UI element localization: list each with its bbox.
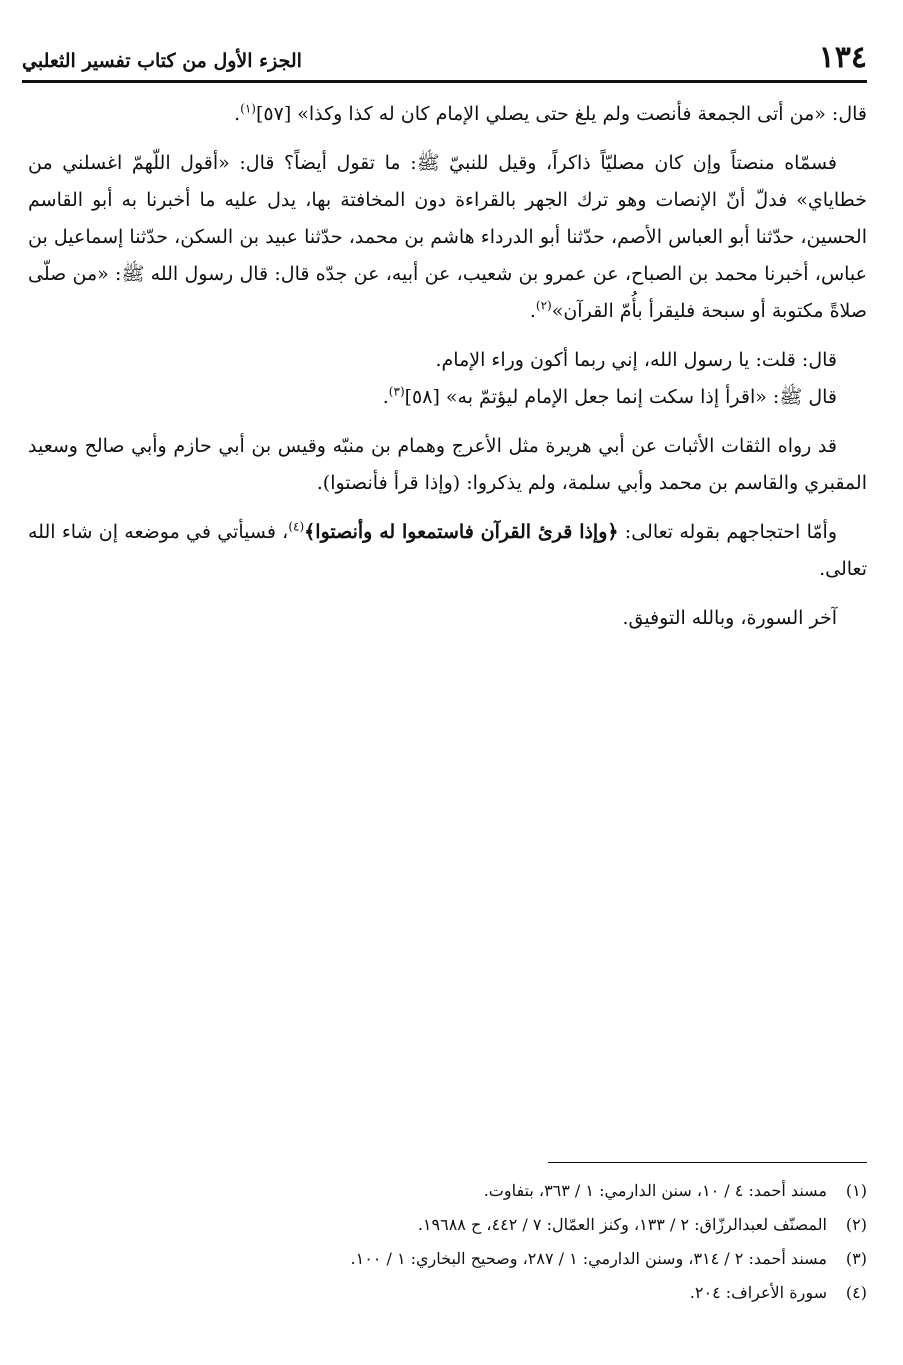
page-header [22,36,867,78]
footnote-ref-2: (٢) [535,298,552,313]
footnote-number: (١) [845,1181,867,1200]
quran-verse: ﴿وإذا قرئ القرآن فاستمعوا له وأنصتوا﴾ [304,521,619,543]
footnote-3 [40,1242,867,1276]
paragraph-4: قال ﷺ: «اقرأ إذا سكت إنما جعل الإمام ليؤتمّ به» [٥٨]$^{(٣)}$. [382,384,837,408]
paragraph-7: آخر السورة، وبالله التوفيق. [622,607,837,629]
footnote-1 [40,1174,867,1208]
paragraph-6: وأمّا احتجاجهم بقوله تعالى: ﴿وإذا قرئ القرآن فاستمعوا له وأنصتوا﴾$^{(٤)}$، فسيأتي في موضعه إن شاء الله تعالى. [28,519,867,580]
paragraph-1: قال: «من أتى الجمعة فأنصت ولم يلغ حتى يصلي الإمام كان له كذا وكذا» [٥٧]$^{(١)}$. [234,101,867,125]
paragraph-3: قال: قلت: يا رسول الله، إني ربما أكون وراء الإمام. [435,349,837,371]
footnotes [40,1174,867,1310]
running-title: الجزء الأول من كتاب تفسير الثعلبي [22,50,302,72]
footnote-number: (٤) [845,1283,867,1302]
footnote-ref-3: (٣) [388,384,405,399]
footnote-text: مسند أحمد: ٤ / ١٠، سنن الدارمي: ١ / ٣٦٣، بتفاوت. [483,1181,827,1200]
footnote-text: مسند أحمد: ٢ / ٣١٤، وسنن الدارمي: ١ / ٢٨٧، وصحيح البخاري: ١ / ١٠٠. [350,1249,827,1268]
footnote-ref-1: (١) [240,101,256,116]
footnote-rule [548,1162,867,1163]
page-number: ١٣٤ [818,40,867,75]
footnote-number: (٢) [845,1215,867,1234]
footnote-text: سورة الأعراف: ٢٠٤. [689,1283,827,1302]
footnote-number: (٣) [845,1249,867,1268]
footnote-2 [40,1208,867,1242]
footnote-ref-4: (٤) [288,519,305,534]
footnote-4 [40,1276,867,1310]
paragraph-2: فسمّاه منصتاً وإن كان مصليّاً ذاكراً، وقيل للنبيّ ﷺ: ما تقول أيضاً؟ قال: «أقول اللّهمّ اغسلني من خطاياي» فدلّ أنّ الإنصات وهو ترك الجهر بالقراءة دون المخافتة بها، يدل عليه ما أخبرنا به أبو القاسم الحسين، حدّثنا أبو العباس الأصم، حدّثنا أبو الدرداء هاشم بن محمد، حدّثنا عبيد بن السكن، حدّثنا إسماعيل بن عباس، أخبرنا محمد بن الصباح، عن عمرو بن شعيب، عن أبيه، عن جدّه قال: قال رسول الله ﷺ: «من صلّى صلاةً مكتوبة أو سبحة فليقرأ بأُمّ القرآن»$^{(٢)}$. [28,152,867,322]
paragraph-5: قد رواه الثقات الأثبات عن أبي هريرة مثل الأعرج وهمام بن منبّه وقيس بن أبي حازم وأبي صالح وسعيد المقبري والقاسم بن محمد وأبي سلمة، ولم يذكروا: (وإذا قرأ فأنصتوا). [28,435,867,494]
footnote-text: المصنّف لعبدالرزّاق: ٢ / ١٣٣، وكنز العمّال: ٧ / ٤٤٢، ح ١٩٦٨٨. [417,1215,827,1234]
header-rule [22,80,867,83]
main-text [28,96,867,637]
